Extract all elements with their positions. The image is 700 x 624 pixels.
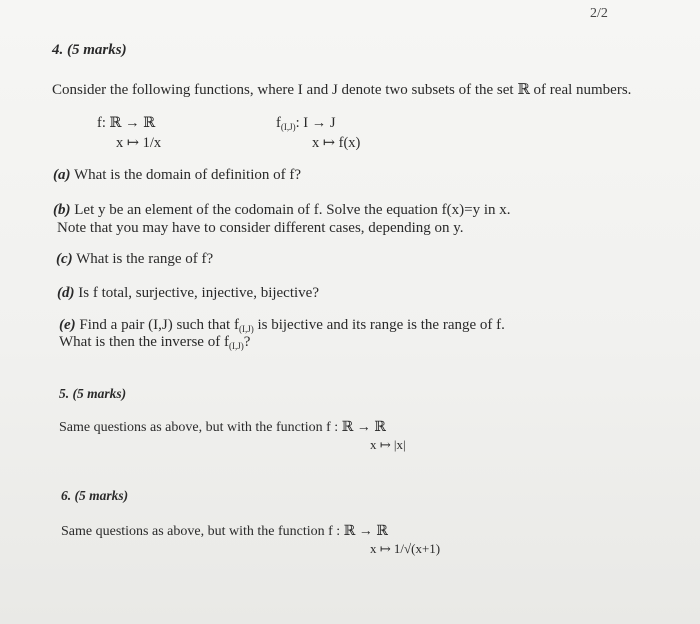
part-d-label: (d) [57, 285, 75, 301]
q4-part-b-line1 [53, 202, 511, 219]
part-e-text-2-post: ? [243, 334, 251, 350]
part-a-text: What is the domain of definition of f? [73, 167, 302, 183]
part-e-sub-1: (I,J) [238, 324, 254, 334]
part-e-text-2-pre: What is then the inverse of f [59, 334, 229, 350]
q6-heading: 6. (5 marks) [61, 488, 129, 503]
q4-part-c [56, 251, 213, 268]
q4-intro: Consider the following functions, where I and J denote two subsets of the set ℝ of real numbers. [52, 82, 632, 98]
q4-restricted-signature [276, 115, 335, 132]
part-d-text: Is f total, surjective, injective, bijective? [78, 285, 319, 301]
part-a-label: (a) [53, 167, 71, 183]
part-e-text-1-pre: Find a pair (I,J) such that f [79, 317, 239, 333]
q4-f-signature: f: ℝ → ℝ [97, 115, 156, 131]
q5-mapping: x ↦ |x| [370, 437, 406, 452]
part-c-text: What is the range of f? [76, 251, 214, 267]
q4-restricted-subscript: (I,J) [280, 122, 296, 132]
part-b-label: (b) [53, 202, 71, 218]
part-e-text-1-post: is bijective and its range is the range of f. [253, 317, 505, 333]
q4-heading: 4. (5 marks) [52, 42, 127, 58]
q4-f-mapping: x ↦ 1/x [116, 135, 162, 151]
q4-part-e-line1 [59, 317, 505, 334]
part-e-sub-2: (I,J) [228, 341, 244, 351]
q6-text: Same questions as above, but with the function f : ℝ → ℝ [61, 524, 388, 539]
q4-part-e-line2 [59, 334, 250, 351]
q4-part-b-line2: Note that you may have to consider different cases, depending on y. [57, 220, 464, 236]
part-b-text-1: Let y be an element of the codomain of f. Solve the equation f(x)=y in x. [74, 202, 511, 218]
part-e-label: (e) [59, 317, 76, 333]
q5-text: Same questions as above, but with the function f : ℝ → ℝ [59, 420, 386, 435]
q4-restricted-name: f [276, 115, 281, 131]
q4-restricted-mapping: x ↦ f(x) [312, 135, 361, 151]
q6-mapping: x ↦ 1/√(x+1) [370, 541, 441, 556]
q4-part-d [57, 285, 319, 302]
part-c-label: (c) [56, 251, 73, 267]
q4-part-a [53, 167, 301, 184]
q4-restricted-rest: : I → J [295, 115, 336, 131]
q5-heading: 5. (5 marks) [59, 386, 127, 401]
page-number: 2/2 [590, 6, 608, 21]
